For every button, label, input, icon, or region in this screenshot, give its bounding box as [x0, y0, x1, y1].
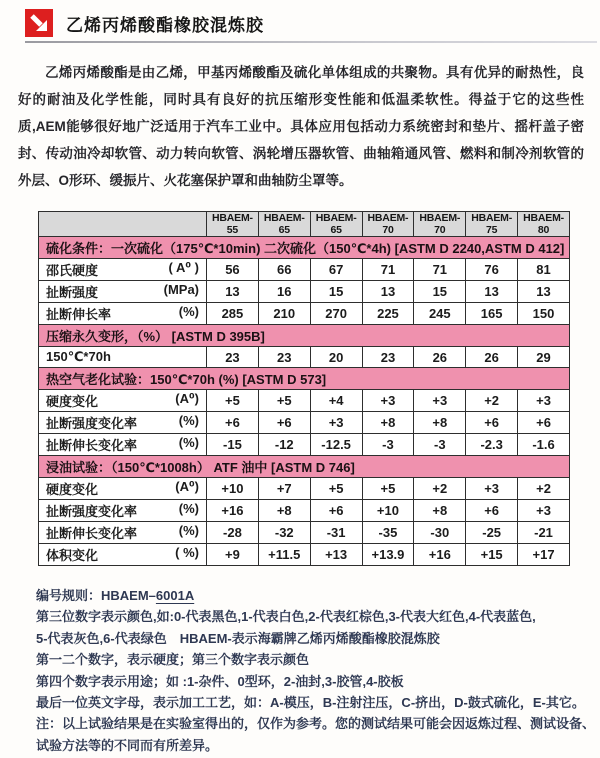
table-row [39, 434, 570, 456]
spec-table [38, 211, 570, 566]
value-cell: +5 [310, 478, 362, 500]
row-label-cell [39, 544, 207, 566]
value-cell: -32 [258, 522, 310, 544]
value-cell: +6 [466, 500, 518, 522]
note-line: 5-代表灰色,6-代表绿色 HBAEM-表示海霸牌乙烯丙烯酸酯橡胶混炼胶 [36, 630, 440, 646]
table-row [39, 347, 570, 368]
row-label-cell [39, 478, 207, 500]
value-cell: -28 [207, 522, 259, 544]
table-row [39, 500, 570, 522]
row-unit: (%) [178, 304, 199, 319]
row-unit: ( A⁰ ) [168, 260, 199, 275]
value-cell: 29 [518, 347, 570, 368]
note-line: 第三位数字表示颜色,如:0-代表黑色,1-代表白色,2-代表红棕色,3-代表大红色,4-代表蓝色, [36, 609, 536, 625]
value-cell: 76 [466, 259, 518, 281]
row-unit: (A⁰) [175, 479, 199, 494]
value-cell: 225 [362, 303, 414, 325]
section-header-cell: 浸油试验：（150℃*1008h） ATF 油中 [ASTM D 746] [39, 456, 570, 478]
value-cell: +16 [414, 544, 466, 566]
value-cell: +3 [518, 500, 570, 522]
row-unit: (A⁰) [175, 391, 199, 406]
value-cell: 81 [518, 259, 570, 281]
value-cell: -2.3 [466, 434, 518, 456]
row-label: 体积变化 [46, 548, 99, 563]
numbering-rule-prefix: 编号规则：HBAEM– [36, 588, 156, 603]
row-label: 邵氏硬度 [46, 263, 99, 278]
section-header-cell: 压缩永久变形，（%） [ASTM D 395B] [39, 325, 570, 347]
value-cell: 71 [362, 259, 414, 281]
value-cell: +3 [466, 478, 518, 500]
section-row [39, 456, 570, 478]
table-row [39, 390, 570, 412]
row-label-cell [39, 281, 207, 303]
value-cell: +9 [207, 544, 259, 566]
value-cell: +2 [466, 390, 518, 412]
value-cell: +3 [414, 390, 466, 412]
table-row [39, 522, 570, 544]
table-row [39, 478, 570, 500]
table-row [39, 412, 570, 434]
row-unit: (MPa) [163, 282, 199, 297]
row-label-cell [39, 347, 207, 368]
note-line: 注：以上试验结果是在实验室得出的，仅作为参考。您的测试结果可能会因返炼过程、测试设备、 [36, 716, 596, 732]
value-cell: 26 [466, 347, 518, 368]
note-line: 第四个数字表示用途；如 :1-杂件、0型环，2-油封,3-胶管,4-胶板 [36, 673, 404, 689]
value-cell: +6 [207, 412, 259, 434]
grade-column-header: HBAEM-70 [362, 212, 414, 237]
row-label: 硬度变化 [46, 482, 99, 497]
value-cell: -30 [414, 522, 466, 544]
value-cell: +8 [414, 500, 466, 522]
table-corner-cell [39, 212, 207, 237]
page-title: 乙烯丙烯酸酯橡胶混炼胶 [66, 15, 264, 35]
note-line: 试验方法等的不同而有所差异。 [36, 737, 219, 753]
value-cell: -3 [362, 434, 414, 456]
footer-notes [36, 585, 596, 756]
value-cell: 56 [207, 259, 259, 281]
row-label: 扯断强度变化率 [46, 504, 138, 519]
value-cell: -35 [362, 522, 414, 544]
row-label: 硬度变化 [46, 394, 99, 409]
section-row [39, 368, 570, 390]
value-cell: 20 [310, 347, 362, 368]
value-cell: +5 [258, 390, 310, 412]
grade-column-header: HBAEM-80 [518, 212, 570, 237]
value-cell: 15 [414, 281, 466, 303]
value-cell: -15 [207, 434, 259, 456]
value-cell: 67 [310, 259, 362, 281]
note-line: 第一二个数字，表示硬度；第三个数字表示颜色 [36, 652, 310, 668]
doc-header [25, 9, 264, 37]
value-cell: 23 [362, 347, 414, 368]
value-cell: 150 [518, 303, 570, 325]
brand-arrow-logo-icon [25, 9, 53, 37]
row-unit: (%) [178, 523, 199, 538]
row-label-cell [39, 390, 207, 412]
value-cell: +8 [362, 412, 414, 434]
value-cell: +7 [258, 478, 310, 500]
value-cell: 66 [258, 259, 310, 281]
row-label-cell [39, 434, 207, 456]
row-label: 150℃*70h [46, 349, 111, 364]
table-row [39, 259, 570, 281]
row-label: 扯断强度 [46, 285, 99, 300]
value-cell: +3 [518, 390, 570, 412]
value-cell: -1.6 [518, 434, 570, 456]
value-cell: -3 [414, 434, 466, 456]
row-unit: (%) [178, 413, 199, 428]
value-cell: 13 [207, 281, 259, 303]
grade-column-header: HBAEM-55 [207, 212, 259, 237]
row-label-cell [39, 412, 207, 434]
row-label: 扯断伸长变化率 [46, 438, 138, 453]
value-cell: 26 [414, 347, 466, 368]
value-cell: +16 [207, 500, 259, 522]
value-cell: +3 [310, 412, 362, 434]
row-unit: (%) [178, 501, 199, 516]
table-row [39, 303, 570, 325]
grade-column-header: HBAEM-75 [466, 212, 518, 237]
value-cell: +5 [207, 390, 259, 412]
note-line: 最后一位英文字母，表示加工工艺，如：A-模压，B-注射注压，C-挤出，D-鼓式硫化，E-其它。 [36, 695, 585, 711]
value-cell: 16 [258, 281, 310, 303]
value-cell: +8 [414, 412, 466, 434]
value-cell: +8 [258, 500, 310, 522]
value-cell: 285 [207, 303, 259, 325]
row-label-cell [39, 522, 207, 544]
value-cell: 210 [258, 303, 310, 325]
value-cell: 165 [466, 303, 518, 325]
value-cell: +6 [310, 500, 362, 522]
value-cell: +10 [362, 500, 414, 522]
grade-column-header: HBAEM-70 [414, 212, 466, 237]
value-cell: +6 [258, 412, 310, 434]
header-divider [25, 41, 597, 43]
value-cell: +17 [518, 544, 570, 566]
value-cell: +2 [414, 478, 466, 500]
value-cell: -25 [466, 522, 518, 544]
section-header-cell: 硫化条件：一次硫化（175℃*10min) 二次硫化（150℃*4h) [ASTM D 2240,ASTM D 412] [39, 237, 570, 259]
table-row [39, 544, 570, 566]
section-header-cell: 热空气老化试验：150℃*70h (%) [ASTM D 573] [39, 368, 570, 390]
value-cell: -31 [310, 522, 362, 544]
numbering-rule-line [36, 585, 588, 606]
value-cell: +13 [310, 544, 362, 566]
value-cell: +15 [466, 544, 518, 566]
grade-column-header: HBAEM-65 [310, 212, 362, 237]
value-cell: +6 [518, 412, 570, 434]
section-row [39, 325, 570, 347]
value-cell: 13 [362, 281, 414, 303]
value-cell: +3 [362, 390, 414, 412]
row-label-cell [39, 500, 207, 522]
value-cell: 23 [258, 347, 310, 368]
value-cell: 71 [414, 259, 466, 281]
value-cell: +2 [518, 478, 570, 500]
value-cell: 13 [466, 281, 518, 303]
value-cell: +13.9 [362, 544, 414, 566]
row-unit: (%) [178, 435, 199, 450]
row-unit: ( %) [175, 545, 199, 560]
value-cell: 15 [310, 281, 362, 303]
value-cell: +10 [207, 478, 259, 500]
value-cell: 245 [414, 303, 466, 325]
table-header-row [39, 212, 570, 237]
row-label: 扯断伸长变化率 [46, 526, 138, 541]
numbering-rule-code: 6001A [155, 588, 195, 603]
row-label-cell [39, 259, 207, 281]
value-cell: +5 [362, 478, 414, 500]
row-label-cell [39, 303, 207, 325]
row-label: 扯断强度变化率 [46, 416, 138, 431]
value-cell: -21 [518, 522, 570, 544]
value-cell: -12.5 [310, 434, 362, 456]
value-cell: 23 [207, 347, 259, 368]
value-cell: +6 [466, 412, 518, 434]
table-row [39, 281, 570, 303]
section-row [39, 237, 570, 259]
value-cell: 270 [310, 303, 362, 325]
intro-paragraph: 乙烯丙烯酸酯是由乙烯，甲基丙烯酸酯及硫化单体组成的共聚物。具有优异的耐热性，良好的耐油及化学性能，同时具有良好的抗压缩形变性能和低温柔软性。得益于它的这些性质,AEM能够很好地广泛适用于汽车工业中。具体应用包括动力系统密封和垫片、摇杆盖子密封、传动油冷却软管、动力转向软管、涡轮增压器软管、曲轴箱通风管、燃料和制冷剂软管的外层、O形环、缓振片、火花塞保护罩和曲轴防尘罩等。 [18, 65, 584, 188]
value-cell: +4 [310, 390, 362, 412]
value-cell: +11.5 [258, 544, 310, 566]
value-cell: 13 [518, 281, 570, 303]
grade-column-header: HBAEM-65 [258, 212, 310, 237]
row-label: 扯断伸长率 [46, 307, 112, 322]
value-cell: -12 [258, 434, 310, 456]
